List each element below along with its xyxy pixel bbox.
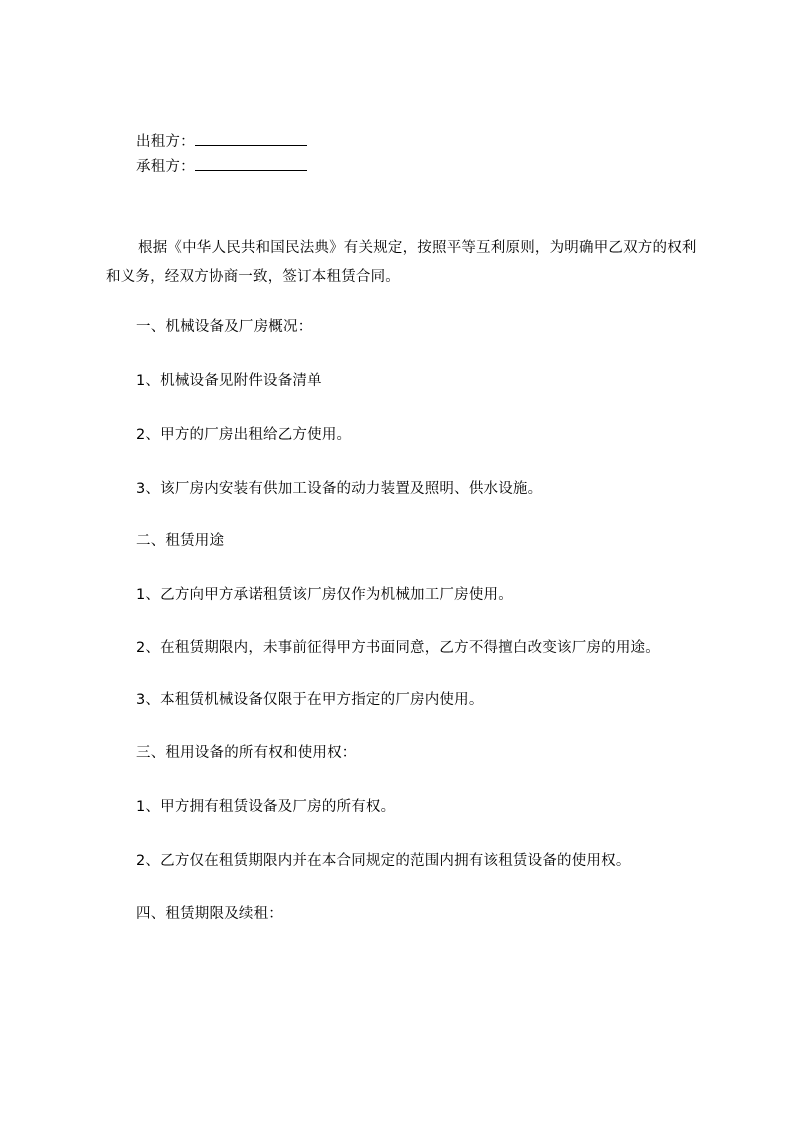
section-1-item-1: 1、机械设备见附件设备清单 [136, 373, 322, 389]
section-1-item-3: 3、该厂房内安装有供加工设备的动力装置及照明、供水设施。 [136, 481, 543, 497]
lessor-label: 出租方： [136, 134, 195, 150]
section-3-item-1: 1、甲方拥有租赁设备及厂房的所有权。 [136, 799, 396, 815]
section-2-item-1: 1、乙方向甲方承诺租赁该厂房仅作为机械加工厂房使用。 [136, 587, 513, 603]
lessee-label: 承租方： [136, 159, 195, 175]
section-2-heading: 二、租赁用途 [136, 533, 225, 549]
preamble-paragraph: 根据《中华人民共和国民法典》有关规定，按照平等互利原则，为明确甲乙双方的权利和义务，经双方协商一致，签订本租赁合同。 [106, 240, 697, 285]
lessee-line [136, 157, 307, 177]
section-1-heading: 一、机械设备及厂房概况： [136, 319, 313, 335]
lessee-blank [195, 158, 307, 171]
section-2-item-2: 2、在租赁期限内，未事前征得甲方书面同意，乙方不得擅白改变该厂房的用途。 [136, 640, 660, 656]
section-2-item-3: 3、本租赁机械设备仅限于在甲方指定的厂房内使用。 [136, 692, 484, 708]
section-3-item-2: 2、乙方仅在租赁期限内并在本合同规定的范围内拥有该租赁设备的使用权。 [136, 853, 631, 869]
section-1-item-2: 2、甲方的厂房出租给乙方使用。 [136, 427, 352, 443]
section-3-heading: 三、租用设备的所有权和使用权： [136, 745, 357, 761]
section-4-heading: 四、租赁期限及续租： [136, 906, 283, 922]
lessor-blank [195, 133, 307, 146]
lessor-line [136, 132, 307, 152]
